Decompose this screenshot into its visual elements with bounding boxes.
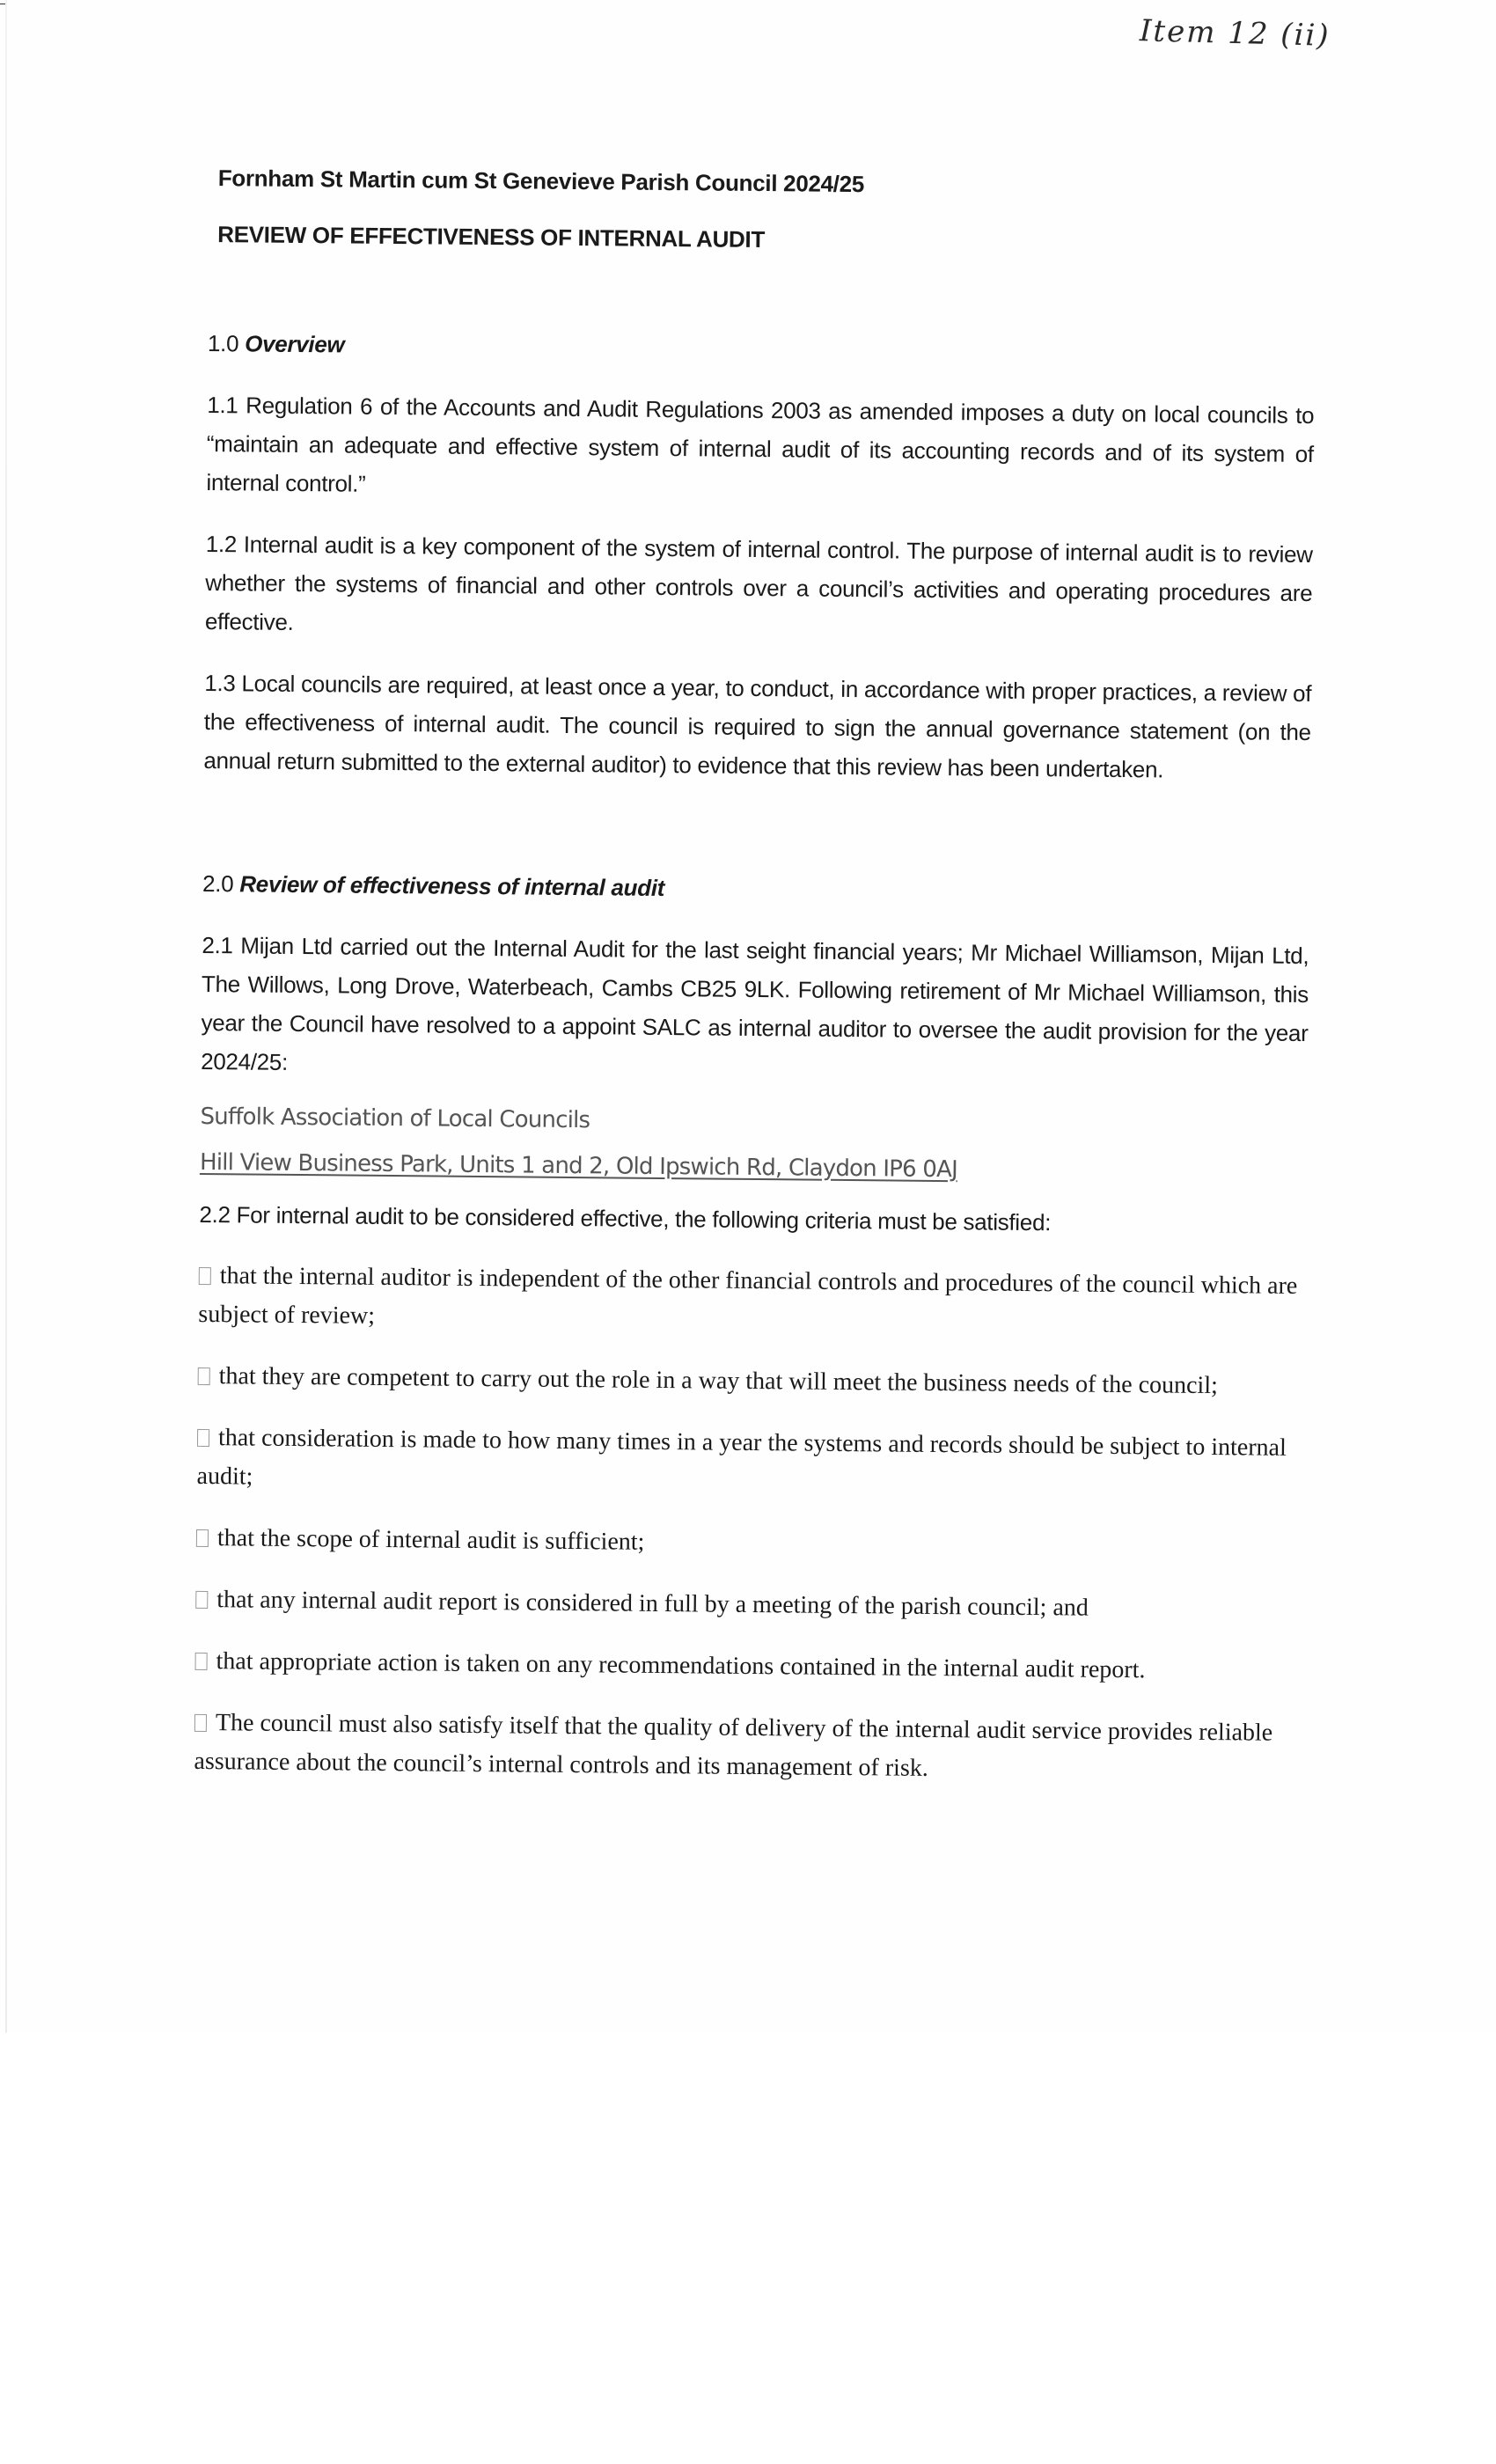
criteria-text: that they are competent to carry out the role in a way that will meet the business needs of the council; [218,1362,1219,1400]
criteria-text: that the scope of internal audit is sufficient; [216,1524,645,1556]
criteria-text: that any internal audit report is considered in full by a meeting of the parish council; and [216,1586,1089,1622]
criteria-text: that appropriate action is taken on any recommendations contained in the internal audit report. [216,1647,1146,1684]
checkbox-glyph-icon [194,1714,207,1732]
checkbox-glyph-icon [196,1529,209,1547]
criteria-text: that consideration is made to how many times in a year the systems and records should be subject to internal audit; [196,1424,1287,1491]
criteria-item [198,1257,1306,1345]
paragraph-2-2: 2.2 For internal audit to be considered effective, the following criteria must be satisfied: [199,1200,1052,1236]
handwritten-item-note: Item 12 (ii) [1139,13,1331,54]
paragraph-1-3: 1.3 Local councils are required, at least once a year, to conduct, in accordance with proper practices, a review of the effectiveness of internal audit. The council is required to sign the annual governance statement (on the annual return submitted to the external auditor) to evidence that this review has been undertaken. [203,669,1312,783]
section-1-number: 1.0 [207,329,239,357]
checkbox-glyph-icon [195,1591,208,1609]
criteria-item [194,1642,1302,1691]
paragraph-1-1: 1.1 Regulation 6 of the Accounts and Audit Regulations 2003 as amended imposes a duty on local councils to “maintain an adequate and effective system of internal audit of its accounting records and of its system of internal control.” [206,391,1315,497]
criteria-item-final [194,1704,1302,1792]
page-edge-shadow [5,0,7,2033]
document-body [194,158,1316,1815]
checkbox-glyph-icon [198,1368,210,1385]
checkbox-glyph-icon [195,1653,208,1670]
paragraph-1-2: 1.2 Internal audit is a key component of the system of internal control. The purpose of internal audit is to review whether the systems of financial and other controls over a council’s activities and operating procedures are effective. [204,530,1313,635]
section-spacer [202,803,1310,875]
checkbox-glyph-icon [197,1429,209,1447]
section-1-title: Overview [245,330,345,358]
section-2-title: Review of effectiveness of internal audit [239,870,665,902]
criteria-item [196,1419,1304,1507]
criteria-text: that the internal auditor is independent of the other financial controls and procedures of the council which are subject of review; [198,1262,1298,1330]
paragraph-2-1: 2.1 Mijan Ltd carried out the Internal Audit for the last seight financial years; Mr Michael Williamson, Mijan Ltd, The Willows, Long Drove, Waterbeach, Cambs CB25 9LK. Following retirement of Mr Michael Williamson, this year the Council have resolved to a appoint SALC as internal auditor to oversee the audit provision for the year 2024/25: [201,931,1309,1075]
auditor-name: Suffolk Association of Local Councils [200,1103,590,1134]
section-2-number: 2.0 [202,869,234,898]
criteria-text: The council must also satisfy itself that the quality of delivery of the internal audit service provides reliable assurance about the council’s internal controls and its management of risk. [194,1709,1273,1782]
criteria-item [196,1519,1303,1568]
checkbox-glyph-icon [199,1267,211,1285]
document-subtitle: REVIEW OF EFFECTIVENESS OF INTERNAL AUDIT [217,221,766,253]
auditor-address-link[interactable]: Hill View Business Park, Units 1 and 2, Old Ipswich Rd, Claydon IP6 0AJ [199,1148,958,1184]
criteria-item [195,1580,1302,1630]
document-title: Fornham St Martin cum St Genevieve Parish Council 2024/25 [217,165,865,198]
section-1-heading [208,324,1315,373]
criteria-item [198,1357,1305,1406]
